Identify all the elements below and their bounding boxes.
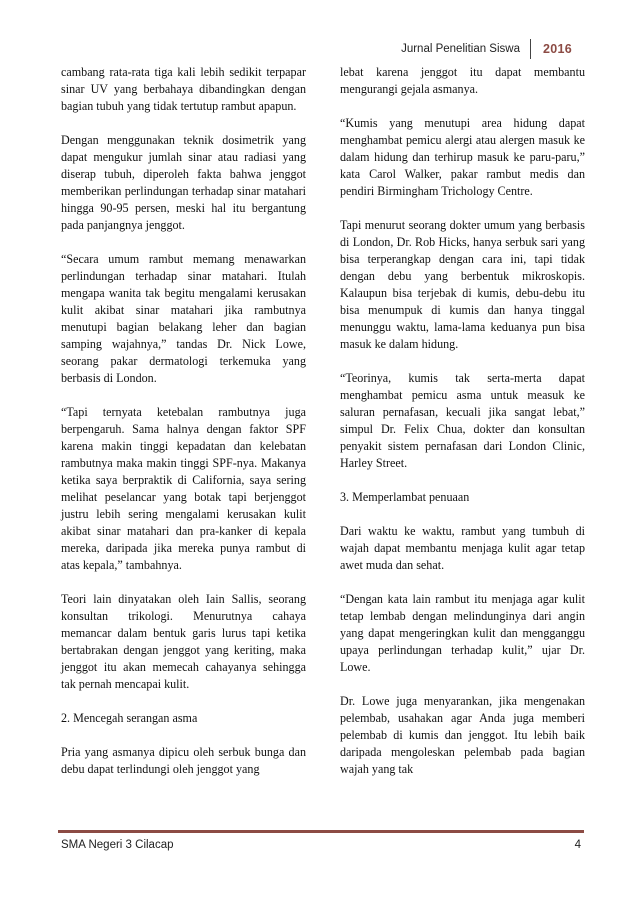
footer-school: SMA Negeri 3 Cilacap: [61, 839, 174, 851]
paragraph: Pria yang asmanya dipicu oleh serbuk bunga dan debu dapat terlindungi oleh jenggot yang: [61, 745, 306, 776]
paragraph: “Dengan kata lain rambut itu menjaga agar kulit tetap lembab dengan melindunginya dari angin yang dapat mengeringkan kulit dan mengganggu upaya perlindungan terhadap kulit,” ujar Dr. Lowe.: [340, 592, 585, 674]
journal-title: Jurnal Penelitian Siswa: [401, 43, 520, 55]
paragraph: Dr. Lowe juga menyarankan, jika mengenakan pelembab, usahakan agar Anda juga memberi pelembab di kumis dan jenggot. Itu lebih baik daripada mengoleskan pelembab pada bagian wajah yang tak: [340, 694, 585, 776]
paragraph: “Kumis yang menutupi area hidung dapat menghambat pemicu alergi atau alergen masuk ke dalam hidung dan terhirup masuk ke paru-paru,” kata Carol Walker, pakar rambut medis dan pendiri Birmingham Trichology Centre.: [340, 116, 585, 198]
paragraph: “Secara umum rambut memang menawarkan perlindungan terhadap sinar matahari. Itulah mengapa wanita tak begitu mengalami kerusakan kulit akibat sinar matahari jika rambutnya menutupi bagian belakang leher dan bagian samping wajahnya,” tandas Dr. Nick Lowe, seorang pakar dermatologi terkemuka yang berbasis di London.: [61, 252, 306, 385]
section-heading: 3. Memperlambat penuaan: [340, 490, 470, 504]
left-column: [61, 64, 306, 778]
paragraph: “Teorinya, kumis tak serta-merta dapat menghambat pemicu asma untuk measuk ke saluran pernafasan, kecuali jika sangat lebat,” simpul Dr. Felix Chua, dokter dan konsultan penyakit sistem pernafasan dari London Clinic, Harley Street.: [340, 371, 585, 470]
paragraph: cambang rata-rata tiga kali lebih sedikit terpapar sinar UV yang berbahaya dibandingkan dengan bagian tubuh yang tidak tertutup rambut apapun.: [61, 65, 306, 113]
paragraph: lebat karena jenggot itu dapat membantu mengurangi gejala asmanya.: [340, 65, 585, 96]
footer-rule: [58, 830, 584, 833]
page-number: 4: [574, 839, 581, 851]
journal-year: 2016: [542, 42, 572, 56]
paragraph: Dengan menggunakan teknik dosimetrik yang dapat mengukur jumlah sinar atau radiasi yang diserap tubuh, diperoleh fakta bahwa jenggot memberikan perlindungan terhadap sinar matahari hingga 90-95 persen, meski hal itu bergantung pada panjangnya jenggot.: [61, 133, 306, 232]
paragraph: Tapi menurut seorang dokter umum yang berbasis di London, Dr. Rob Hicks, hanya serbuk sari yang bisa terperangkap dengan cara ini, tapi tidak dengan debu yang berbentuk mikroskopis. Kalaupun bisa terjebak di kumis, debu-debu itu bisa menumpuk di kumis dan hanya tinggal menunggu waktu, lama-lama keduanya pun bisa masuk ke dalam hidung.: [340, 218, 585, 351]
paragraph: “Tapi ternyata ketebalan rambutnya juga berpengaruh. Sama halnya dengan faktor SPF karena makin tinggi kepadatan dan kelebatan rambutnya maka makin tinggi SPF-nya. Makanya ketika saya berpraktik di California, saya sering melihat peselancar yang botak tapi berjenggot justru lebih sering mengalami kerusakan kulit akibat sinar matahari dan pra-kanker di kepala mereka, daripada jika mereka punya rambut di atas kepala,” tambahnya.: [61, 405, 306, 572]
paragraph: Teori lain dinyatakan oleh Iain Sallis, seorang konsultan trikologi. Menurutnya cahaya memancar dalam bentuk garis lurus tapi ketika bertabrakan dengan jenggot yang keriting, maka jenggot itu akan memecah cahayanya sehingga tak pernah mencapai kulit.: [61, 592, 306, 691]
page-header: [401, 38, 572, 60]
section-heading: 2. Mencegah serangan asma: [61, 711, 198, 725]
right-column: [340, 64, 585, 778]
page-footer: [61, 839, 581, 851]
paragraph: Dari waktu ke waktu, rambut yang tumbuh di wajah dapat membantu menjaga kulit agar tetap awet muda dan sehat.: [340, 524, 585, 572]
